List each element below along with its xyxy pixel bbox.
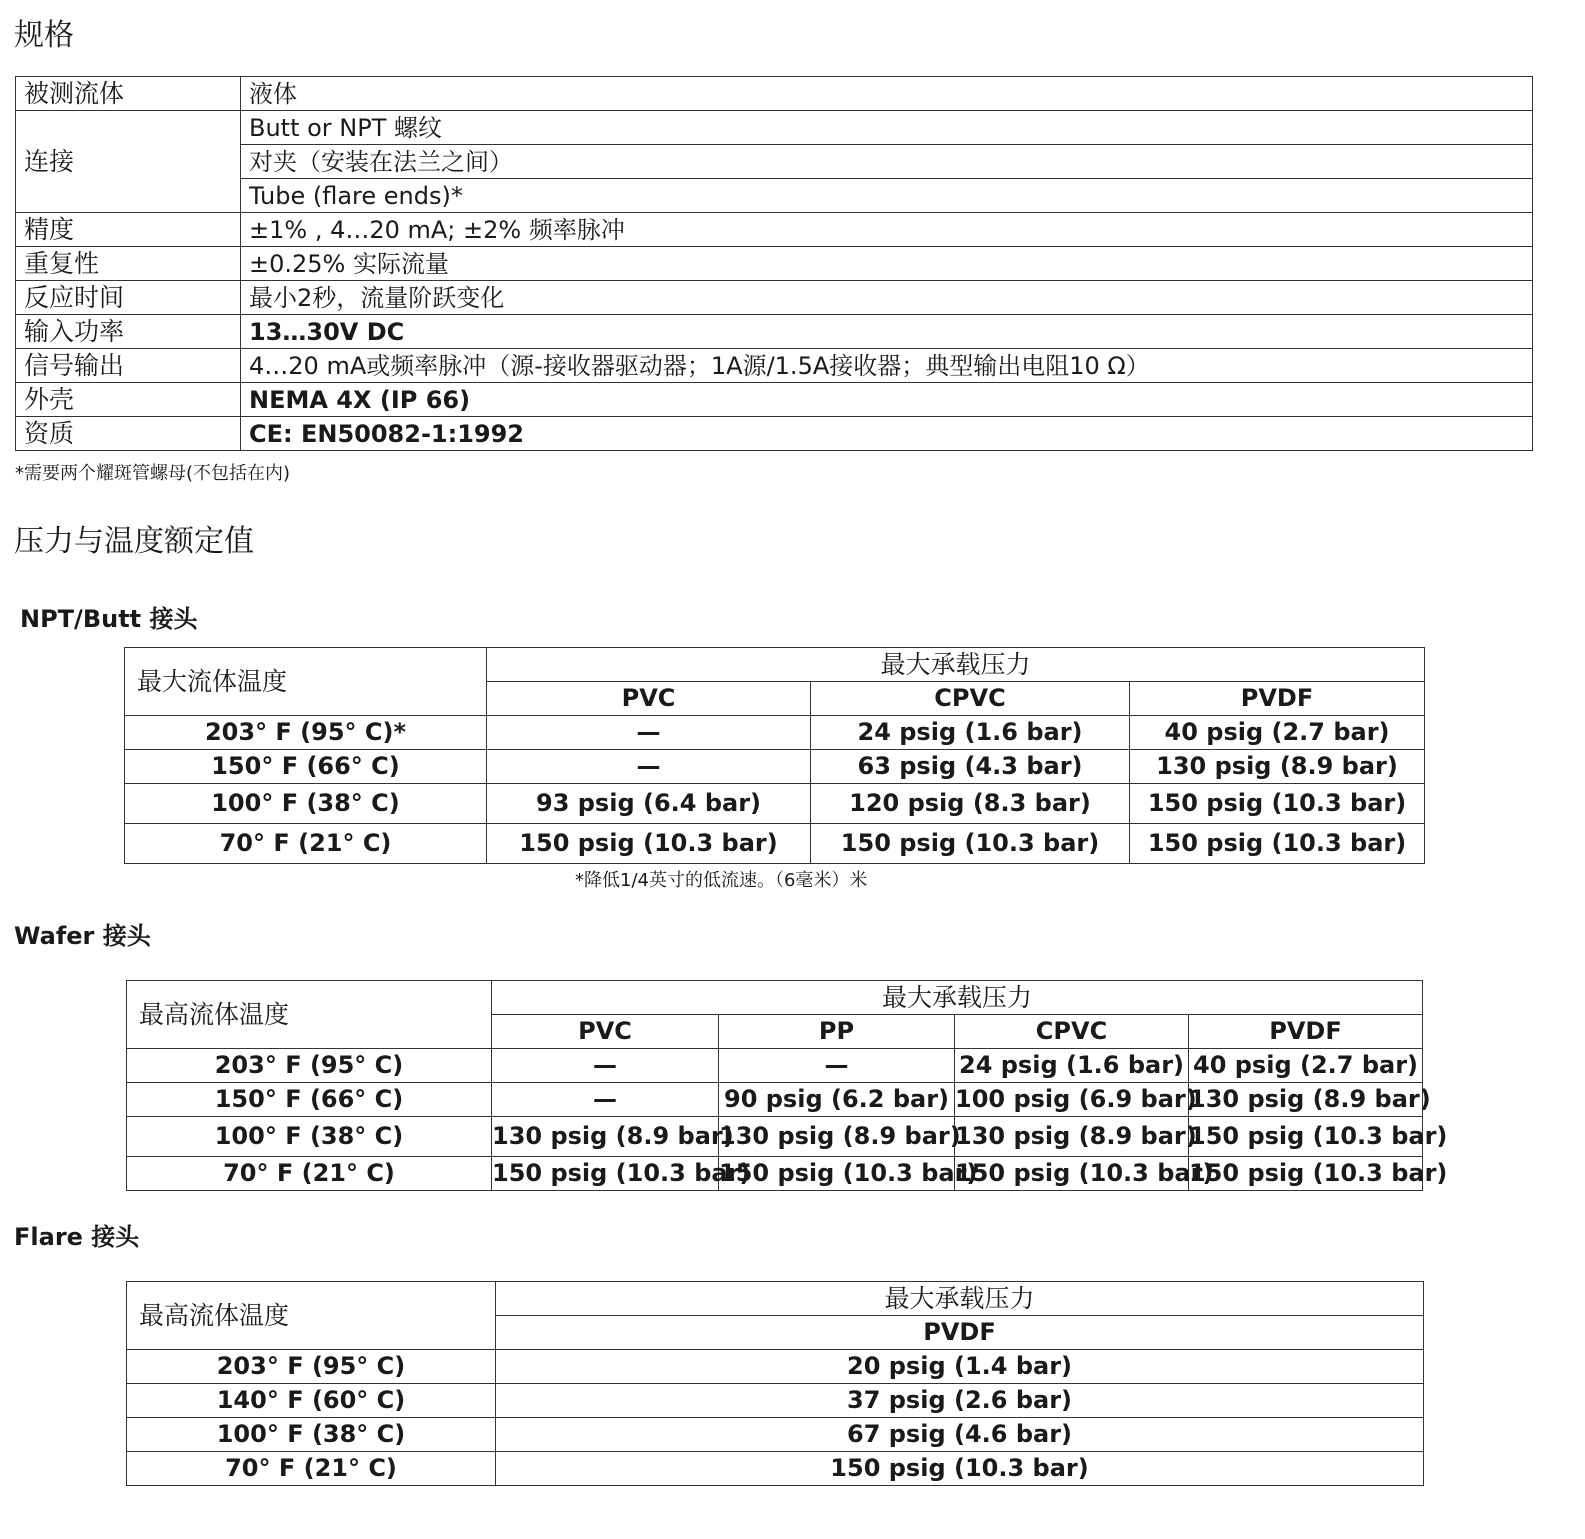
temp-cell: 203° F (95° C) bbox=[127, 1049, 492, 1083]
table-header-row bbox=[125, 648, 1425, 682]
pressure-cell: 93 psig (6.4 bar) bbox=[487, 784, 811, 824]
temp-cell: 100° F (38° C) bbox=[125, 784, 487, 824]
temp-cell: 100° F (38° C) bbox=[127, 1418, 496, 1452]
temp-header: 最高流体温度 bbox=[127, 1282, 496, 1350]
pressure-cell: 150 psig (10.3 bar) bbox=[487, 824, 811, 864]
pressure-cell: 150 psig (10.3 bar) bbox=[955, 1157, 1189, 1191]
table-row bbox=[125, 824, 1425, 864]
table-row bbox=[16, 417, 1533, 451]
pressure-cell: 63 psig (4.3 bar) bbox=[811, 750, 1130, 784]
spec-value-response: 最小2秒，流量阶跃变化 bbox=[241, 281, 1533, 315]
table-row bbox=[125, 784, 1425, 824]
spec-value-connection-3: Tube (flare ends)* bbox=[241, 179, 1533, 213]
pressure-cell: — bbox=[487, 750, 811, 784]
column-header: CPVC bbox=[955, 1015, 1189, 1049]
pressure-cell: — bbox=[492, 1049, 719, 1083]
table-row bbox=[16, 213, 1533, 247]
pressure-cell: 67 psig (4.6 bar) bbox=[496, 1418, 1424, 1452]
column-header: PP bbox=[719, 1015, 955, 1049]
pressure-cell: 40 psig (2.7 bar) bbox=[1130, 716, 1425, 750]
table-row bbox=[127, 1049, 1423, 1083]
spec-value-repeatability: ±0.25% 实际流量 bbox=[241, 247, 1533, 281]
table-row bbox=[127, 1452, 1424, 1486]
pressure-cell: 150 psig (10.3 bar) bbox=[1189, 1117, 1423, 1157]
pressure-cell: — bbox=[487, 716, 811, 750]
pressure-cell: 20 psig (1.4 bar) bbox=[496, 1350, 1424, 1384]
pressure-group-header: 最大承载压力 bbox=[492, 981, 1423, 1015]
spec-label-output: 信号输出 bbox=[16, 349, 241, 383]
wafer-section-title: Wafer 接头 bbox=[14, 922, 151, 950]
flare-pressure-table bbox=[126, 1281, 1424, 1486]
npt-section-title: NPT/Butt 接头 bbox=[20, 605, 198, 633]
spec-footnote: *需要两个耀斑管螺母(不包括在内) bbox=[15, 463, 291, 484]
column-header: PVDF bbox=[496, 1316, 1424, 1350]
table-row bbox=[16, 349, 1533, 383]
temp-cell: 150° F (66° C) bbox=[125, 750, 487, 784]
spec-table bbox=[15, 76, 1533, 451]
pressure-cell: 37 psig (2.6 bar) bbox=[496, 1384, 1424, 1418]
table-row bbox=[127, 1350, 1424, 1384]
wafer-pressure-table bbox=[126, 980, 1448, 1191]
table-row bbox=[16, 247, 1533, 281]
pressure-cell: 130 psig (8.9 bar) bbox=[719, 1117, 955, 1157]
spec-value-output: 4…20 mA或频率脉冲（源-接收器驱动器；1A源/1.5A接收器；典型输出电阻10 Ω） bbox=[241, 349, 1533, 383]
table-row bbox=[127, 1157, 1423, 1191]
pressure-cell: 130 psig (8.9 bar) bbox=[955, 1117, 1189, 1157]
table-row bbox=[16, 145, 1533, 179]
spec-value-fluid: 液体 bbox=[241, 77, 1533, 111]
spec-value-connection-2: 对夹（安装在法兰之间） bbox=[241, 145, 1533, 179]
table-header-row bbox=[127, 1282, 1424, 1316]
pressure-cell: 130 psig (8.9 bar) bbox=[492, 1117, 719, 1157]
spec-title: 规格 bbox=[14, 18, 74, 53]
table-header-row bbox=[127, 981, 1423, 1015]
pressure-cell: 24 psig (1.6 bar) bbox=[811, 716, 1130, 750]
spec-label-repeatability: 重复性 bbox=[16, 247, 241, 281]
temp-cell: 70° F (21° C) bbox=[125, 824, 487, 864]
table-row bbox=[127, 1083, 1423, 1117]
spec-value-accuracy: ±1% , 4…20 mA; ±2% 频率脉冲 bbox=[241, 213, 1533, 247]
table-row bbox=[125, 716, 1425, 750]
pressure-group-header: 最大承载压力 bbox=[487, 648, 1425, 682]
pressure-cell: 150 psig (10.3 bar) bbox=[1130, 784, 1425, 824]
column-header: PVC bbox=[487, 682, 811, 716]
temp-cell: 150° F (66° C) bbox=[127, 1083, 492, 1117]
spec-value-power: 13…30V DC bbox=[241, 315, 1533, 349]
table-row bbox=[16, 281, 1533, 315]
pressure-cell: 130 psig (8.9 bar) bbox=[1130, 750, 1425, 784]
temp-header: 最高流体温度 bbox=[127, 981, 492, 1049]
table-row bbox=[16, 383, 1533, 417]
pressure-cell: 150 psig (10.3 bar) bbox=[719, 1157, 955, 1191]
pressure-cell: 90 psig (6.2 bar) bbox=[719, 1083, 955, 1117]
spec-label-approvals: 资质 bbox=[16, 417, 241, 451]
temp-cell: 70° F (21° C) bbox=[127, 1452, 496, 1486]
spec-label-response: 反应时间 bbox=[16, 281, 241, 315]
table-row bbox=[16, 77, 1533, 111]
pressure-cell: 150 psig (10.3 bar) bbox=[811, 824, 1130, 864]
pressure-cell: 130 psig (8.9 bar) bbox=[1189, 1083, 1423, 1117]
pressure-group-header: 最大承载压力 bbox=[496, 1282, 1424, 1316]
npt-pressure-table bbox=[124, 647, 1425, 864]
table-row bbox=[16, 315, 1533, 349]
spec-label-fluid: 被测流体 bbox=[16, 77, 241, 111]
flare-section-title: Flare 接头 bbox=[14, 1223, 140, 1251]
table-row bbox=[16, 111, 1533, 145]
table-row bbox=[16, 179, 1533, 213]
table-row bbox=[127, 1117, 1423, 1157]
temp-cell: 203° F (95° C)* bbox=[125, 716, 487, 750]
pressure-cell: 100 psig (6.9 bar) bbox=[955, 1083, 1189, 1117]
spec-label-connection: 连接 bbox=[16, 111, 241, 213]
pressure-cell: — bbox=[719, 1049, 955, 1083]
ratings-title: 压力与温度额定值 bbox=[14, 524, 254, 559]
pressure-cell: — bbox=[492, 1083, 719, 1117]
temp-cell: 140° F (60° C) bbox=[127, 1384, 496, 1418]
pressure-cell: 40 psig (2.7 bar) bbox=[1189, 1049, 1423, 1083]
pressure-cell: 150 psig (10.3 bar) bbox=[496, 1452, 1424, 1486]
spec-label-power: 输入功率 bbox=[16, 315, 241, 349]
pressure-cell: 150 psig (10.3 bar) bbox=[492, 1157, 719, 1191]
temp-cell: 203° F (95° C) bbox=[127, 1350, 496, 1384]
spec-label-enclosure: 外壳 bbox=[16, 383, 241, 417]
npt-footnote: *降低1/4英寸的低流速。（6毫米）米 bbox=[575, 870, 868, 891]
pressure-cell: 150 psig (10.3 bar) bbox=[1189, 1157, 1423, 1191]
spec-value-approvals: CE: EN50082-1:1992 bbox=[241, 417, 1533, 451]
temp-header: 最大流体温度 bbox=[125, 648, 487, 716]
table-row bbox=[127, 1418, 1424, 1452]
temp-cell: 100° F (38° C) bbox=[127, 1117, 492, 1157]
spec-label-accuracy: 精度 bbox=[16, 213, 241, 247]
pressure-cell: 120 psig (8.3 bar) bbox=[811, 784, 1130, 824]
column-header: PVDF bbox=[1130, 682, 1425, 716]
spec-value-enclosure: NEMA 4X (IP 66) bbox=[241, 383, 1533, 417]
column-header: CPVC bbox=[811, 682, 1130, 716]
table-row bbox=[127, 1384, 1424, 1418]
pressure-cell: 24 psig (1.6 bar) bbox=[955, 1049, 1189, 1083]
table-row bbox=[125, 750, 1425, 784]
column-header: PVDF bbox=[1189, 1015, 1423, 1049]
spec-value-connection-1: Butt or NPT 螺纹 bbox=[241, 111, 1533, 145]
temp-cell: 70° F (21° C) bbox=[127, 1157, 492, 1191]
column-header: PVC bbox=[492, 1015, 719, 1049]
pressure-cell: 150 psig (10.3 bar) bbox=[1130, 824, 1425, 864]
